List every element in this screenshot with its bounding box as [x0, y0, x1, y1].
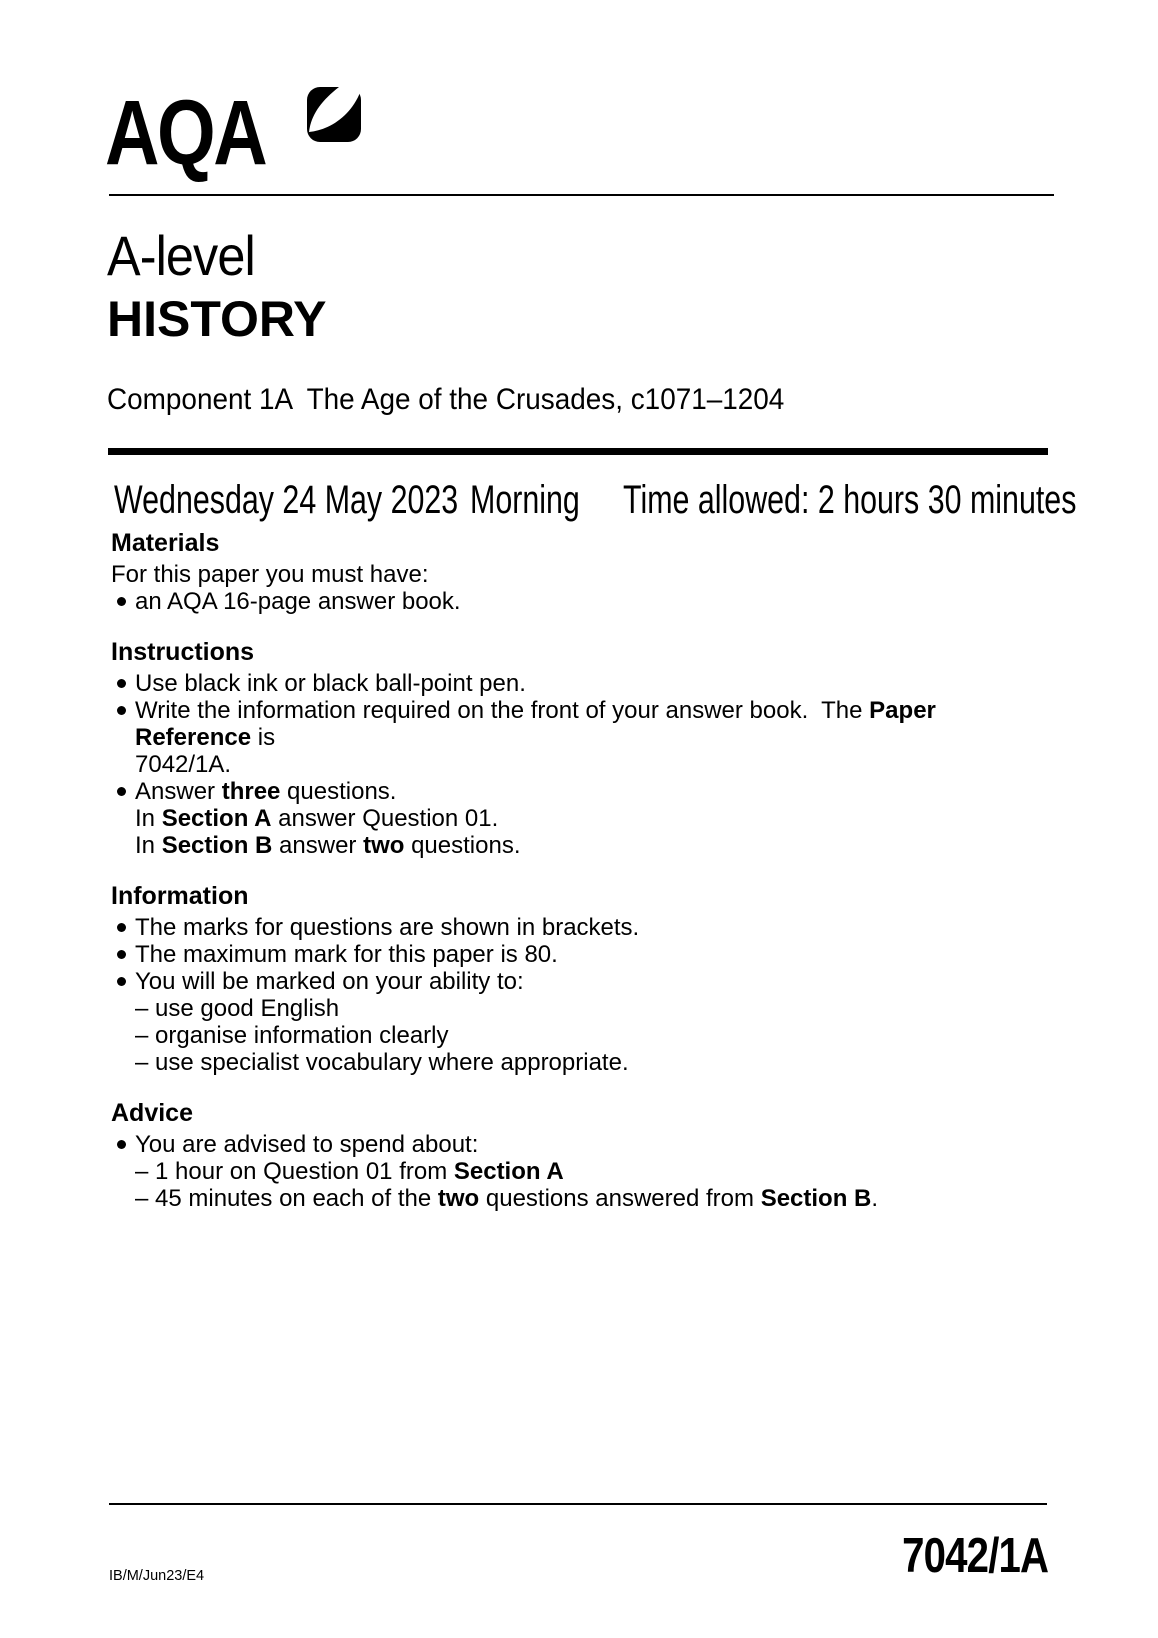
bullet-marker: [117, 679, 126, 688]
bullet-line: [108, 697, 1050, 751]
text: – 45 minutes on each of the: [135, 1185, 438, 1212]
section-instructions: [108, 637, 1050, 859]
bold-text: three: [221, 778, 281, 805]
text: In: [135, 832, 162, 859]
section-title: Materials: [111, 529, 220, 557]
bold-text: Section A: [453, 1158, 564, 1185]
text: The marks for questions are shown in brackets.: [135, 914, 640, 941]
text: questions.: [280, 778, 397, 805]
text: You will be marked on your ability to:: [135, 968, 524, 995]
subject-title: HISTORY: [107, 291, 327, 347]
text: In: [135, 805, 162, 832]
text: an AQA 16-page answer book.: [135, 588, 461, 615]
bullet-marker: [117, 1140, 126, 1149]
bullet-line: [108, 968, 1050, 995]
bullet-marker: [117, 787, 126, 796]
aqa-leaf-icon: [307, 87, 361, 142]
section-title: Instructions: [111, 638, 255, 666]
text-line: [108, 995, 1050, 1022]
bullet-marker: [117, 923, 126, 932]
text-line: [108, 832, 1050, 859]
text: For this paper you must have:: [111, 561, 429, 588]
bullet-marker: [117, 597, 126, 606]
bullet-line: [108, 1131, 1050, 1158]
bold-text: two: [363, 832, 405, 859]
exam-session: Morning: [470, 478, 580, 522]
text: – use good English: [135, 995, 340, 1022]
text-line: [108, 805, 1050, 832]
paper-code: 7042/1A: [901, 1529, 1048, 1583]
text: questions.: [404, 832, 521, 859]
bold-text: two: [437, 1185, 480, 1212]
text-line: [108, 1049, 1050, 1076]
time-allowed: Time allowed: 2 hours 30 minutes: [623, 478, 1077, 522]
text: – organise information clearly: [135, 1022, 449, 1049]
component-rule: [108, 448, 1048, 455]
bullet-marker: [117, 706, 126, 715]
text: questions answered from: [479, 1185, 761, 1212]
text-line: [108, 561, 1050, 588]
bold-text: Section B: [161, 832, 273, 859]
bullet-line: [108, 778, 1050, 805]
text: answer Question 01.: [271, 805, 499, 832]
text: – 1 hour on Question 01 from: [135, 1158, 454, 1185]
section-advice: [108, 1098, 1050, 1212]
exam-date: Wednesday 24 May 2023: [114, 478, 459, 522]
component-title: Component 1A The Age of the Crusades, c1071–1204: [107, 383, 785, 416]
bold-text: Paper Reference: [135, 697, 943, 751]
section-information: [108, 881, 1050, 1076]
bullet-line: [108, 941, 1050, 968]
footer-rule: [109, 1503, 1047, 1505]
text-line: [108, 1185, 1050, 1212]
qualification-title: A-level: [107, 224, 255, 287]
footer-reference: IB/M/Jun23/E4: [109, 1568, 205, 1584]
text: 7042/1A.: [135, 751, 232, 778]
exam-date-row: [108, 478, 1077, 522]
bullet-line: [108, 588, 1050, 615]
text: Use black ink or black ball-point pen.: [135, 670, 526, 697]
bold-text: Section B: [760, 1185, 872, 1212]
bullet-marker: [117, 977, 126, 986]
section-title: Advice: [111, 1099, 193, 1127]
text: You are advised to spend about:: [135, 1131, 479, 1158]
text: is: [251, 724, 276, 751]
text: – use specialist vocabulary where appropriate.: [135, 1049, 629, 1076]
front-page-sections: [108, 528, 1050, 1212]
bullet-line: [108, 914, 1050, 941]
text-line: [108, 751, 1050, 778]
bullet-marker: [117, 950, 126, 959]
text: Write the information required on the front of your answer book. The: [135, 697, 870, 724]
section-title: Information: [111, 882, 249, 910]
section-materials: [108, 528, 1050, 615]
text: Answer: [135, 778, 222, 805]
bold-text: Section A: [161, 805, 272, 832]
header-rule: [109, 194, 1054, 196]
text: answer: [272, 832, 364, 859]
text-line: [108, 1022, 1050, 1049]
aqa-logo-text: AQA: [105, 82, 266, 184]
text: .: [871, 1185, 879, 1212]
text: The maximum mark for this paper is 80.: [135, 941, 558, 968]
bullet-line: [108, 670, 1050, 697]
text-line: [108, 1158, 1050, 1185]
